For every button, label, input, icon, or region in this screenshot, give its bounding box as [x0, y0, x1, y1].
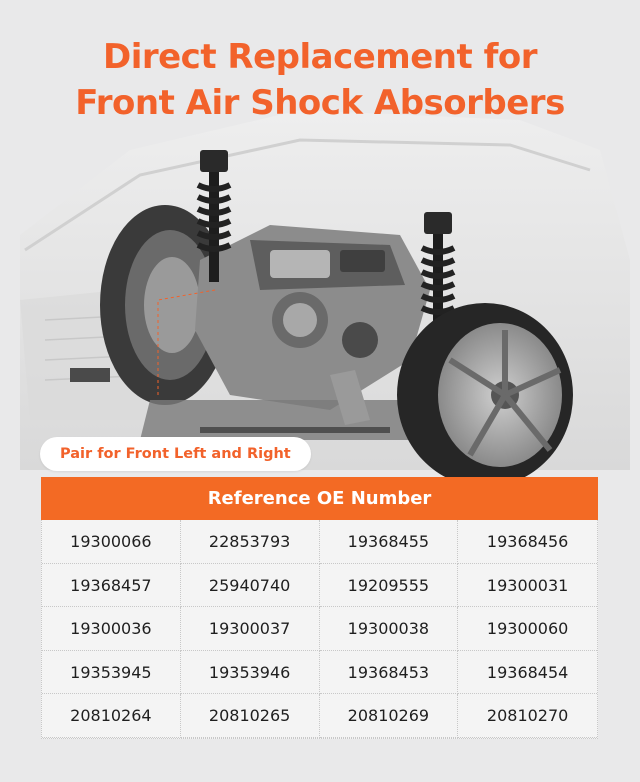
right-wheel	[397, 303, 573, 487]
table-cell: 19300038	[320, 607, 459, 651]
title-line-1: Direct Replacement for	[102, 37, 538, 77]
table-cell: 19353946	[181, 651, 320, 695]
table-cell: 19353945	[42, 651, 181, 695]
table-cell: 19368453	[320, 651, 459, 695]
table-cell: 20810264	[42, 694, 181, 738]
table-cell: 19368456	[458, 520, 597, 564]
table-grid	[41, 520, 598, 739]
pair-badge: Pair for Front Left and Right	[40, 437, 311, 471]
table-cell: 20810270	[458, 694, 597, 738]
table-cell: 19209555	[320, 564, 459, 608]
table-cell: 19368457	[42, 564, 181, 608]
table-cell: 19368455	[320, 520, 459, 564]
table-cell: 19300066	[42, 520, 181, 564]
table-cell: 19368454	[458, 651, 597, 695]
table-cell: 19300060	[458, 607, 597, 651]
table-cell: 20810265	[181, 694, 320, 738]
table-cell: 20810269	[320, 694, 459, 738]
oe-number-table	[41, 477, 598, 739]
table-cell: 19300036	[42, 607, 181, 651]
table-header: Reference OE Number	[41, 477, 598, 520]
page-title	[0, 34, 640, 126]
table-cell: 22853793	[181, 520, 320, 564]
table-cell: 25940740	[181, 564, 320, 608]
table-cell: 19300037	[181, 607, 320, 651]
table-cell: 19300031	[458, 564, 597, 608]
title-line-2: Front Air Shock Absorbers	[75, 83, 565, 123]
